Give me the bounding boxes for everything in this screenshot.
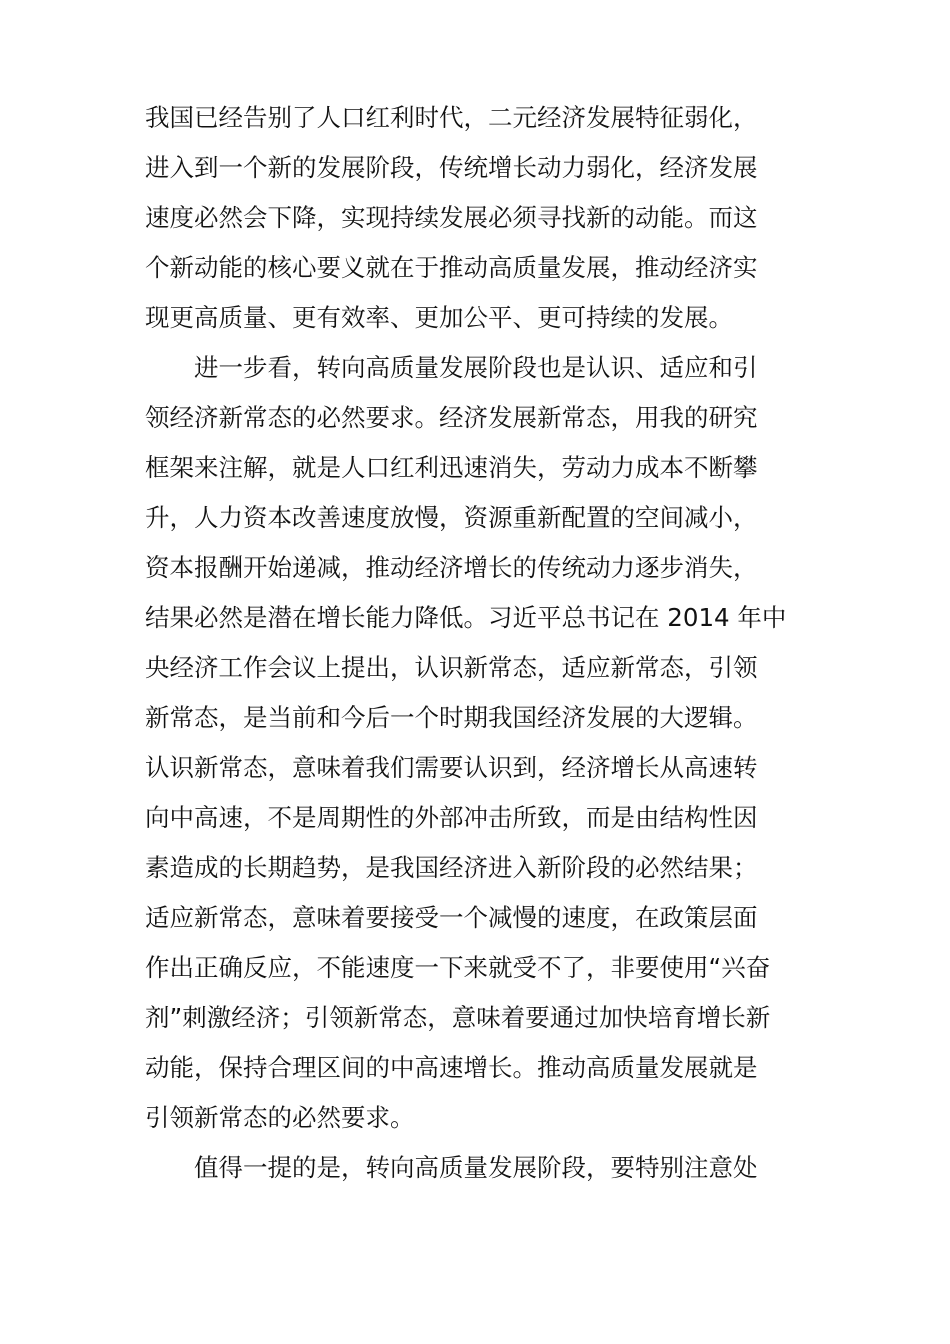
text-line: 领经济新常态的必然要求。经济发展新常态，用我的研究 bbox=[145, 403, 758, 432]
text-line: 结果必然是潜在增长能力降低。习近平总书记在 2014 年中 bbox=[145, 603, 787, 632]
text-line: 央经济工作会议上提出，认识新常态，适应新常态，引领 bbox=[145, 653, 758, 682]
text-line: 我国已经告别了人口红利时代，二元经济发展特征弱化， bbox=[145, 103, 758, 132]
text-line: 向中高速，不是周期性的外部冲击所致，而是由结构性因 bbox=[145, 803, 758, 832]
paragraph bbox=[145, 1143, 800, 1193]
text-line: 值得一提的是，转向高质量发展阶段，要特别注意处 bbox=[194, 1153, 758, 1182]
text-line: 认识新常态，意味着我们需要认识到，经济增长从高速转 bbox=[145, 753, 758, 782]
text-line: 现更高质量、更有效率、更加公平、更可持续的发展。 bbox=[145, 303, 733, 332]
text-line: 动能，保持合理区间的中高速增长。推动高质量发展就是 bbox=[145, 1053, 758, 1082]
text-line: 进入到一个新的发展阶段，传统增长动力弱化，经济发展 bbox=[145, 153, 758, 182]
text-line: 个新动能的核心要义就在于推动高质量发展，推动经济实 bbox=[145, 253, 758, 282]
text-line: 适应新常态，意味着要接受一个减慢的速度，在政策层面 bbox=[145, 903, 758, 932]
text-line: 作出正确反应，不能速度一下来就受不了，非要使用“兴奋 bbox=[145, 953, 771, 982]
text-line: 速度必然会下降，实现持续发展必须寻找新的动能。而这 bbox=[145, 203, 758, 232]
text-line: 引领新常态的必然要求。 bbox=[145, 1103, 415, 1132]
paragraph bbox=[145, 343, 800, 1143]
paragraph bbox=[145, 93, 800, 343]
text-line: 素造成的长期趋势，是我国经济进入新阶段的必然结果； bbox=[145, 853, 758, 882]
text-line: 进一步看，转向高质量发展阶段也是认识、适应和引 bbox=[194, 353, 758, 382]
text-line: 资本报酬开始递减，推动经济增长的传统动力逐步消失， bbox=[145, 553, 758, 582]
text-line: 新常态，是当前和今后一个时期我国经济发展的大逻辑。 bbox=[145, 703, 758, 732]
text-line: 剂”刺激经济；引领新常态，意味着要通过加快培育增长新 bbox=[145, 1003, 771, 1032]
document-body bbox=[145, 93, 800, 1193]
text-line: 升，人力资本改善速度放慢，资源重新配置的空间减小， bbox=[145, 503, 758, 532]
text-line: 框架来注解，就是人口红利迅速消失，劳动力成本不断攀 bbox=[145, 453, 758, 482]
